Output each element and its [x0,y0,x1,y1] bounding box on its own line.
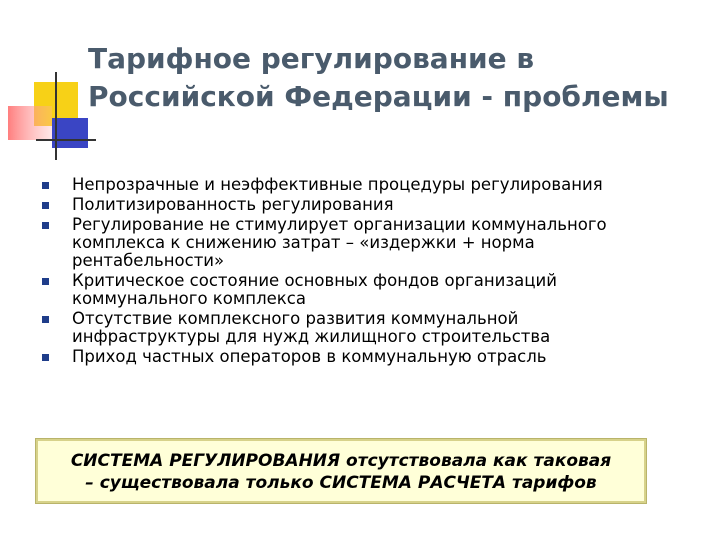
square-bullet-icon [42,222,49,229]
callout-line-2: – существовала только СИСТЕМА РАСЧЕТА тарифов [85,473,597,493]
deco-red-square [8,106,52,140]
square-bullet-icon [42,278,49,285]
square-bullet-icon [42,182,49,189]
problem-list [40,176,680,368]
slide-title [88,40,708,116]
list-item: Регулирование не стимулирует организации коммунального комплекса к снижению затрат – «издержки + норма рентабельности» [40,216,680,270]
list-item: Политизированность регулирования [40,196,680,214]
square-bullet-icon [42,316,49,323]
square-bullet-icon [42,202,49,209]
callout-box [36,439,646,503]
title-line-2: Российской Федерации - проблемы [88,80,669,113]
list-item: Приход частных операторов в коммунальную отрасль [40,348,680,366]
callout-line-1: СИСТЕМА РЕГУЛИРОВАНИЯ отсутствовала как таковая [70,451,612,471]
deco-blue-square [52,118,88,148]
list-item: Непрозрачные и неэффективные процедуры регулирования [40,176,680,194]
slide-decoration [0,0,100,170]
title-line-1: Тарифное регулирование в [88,42,535,75]
list-item: Критическое состояние основных фондов организаций коммунального комплекса [40,272,680,308]
list-item: Отсутствие комплексного развития коммунальной инфраструктуры для нужд жилищного строительства [40,310,680,346]
square-bullet-icon [42,354,49,361]
